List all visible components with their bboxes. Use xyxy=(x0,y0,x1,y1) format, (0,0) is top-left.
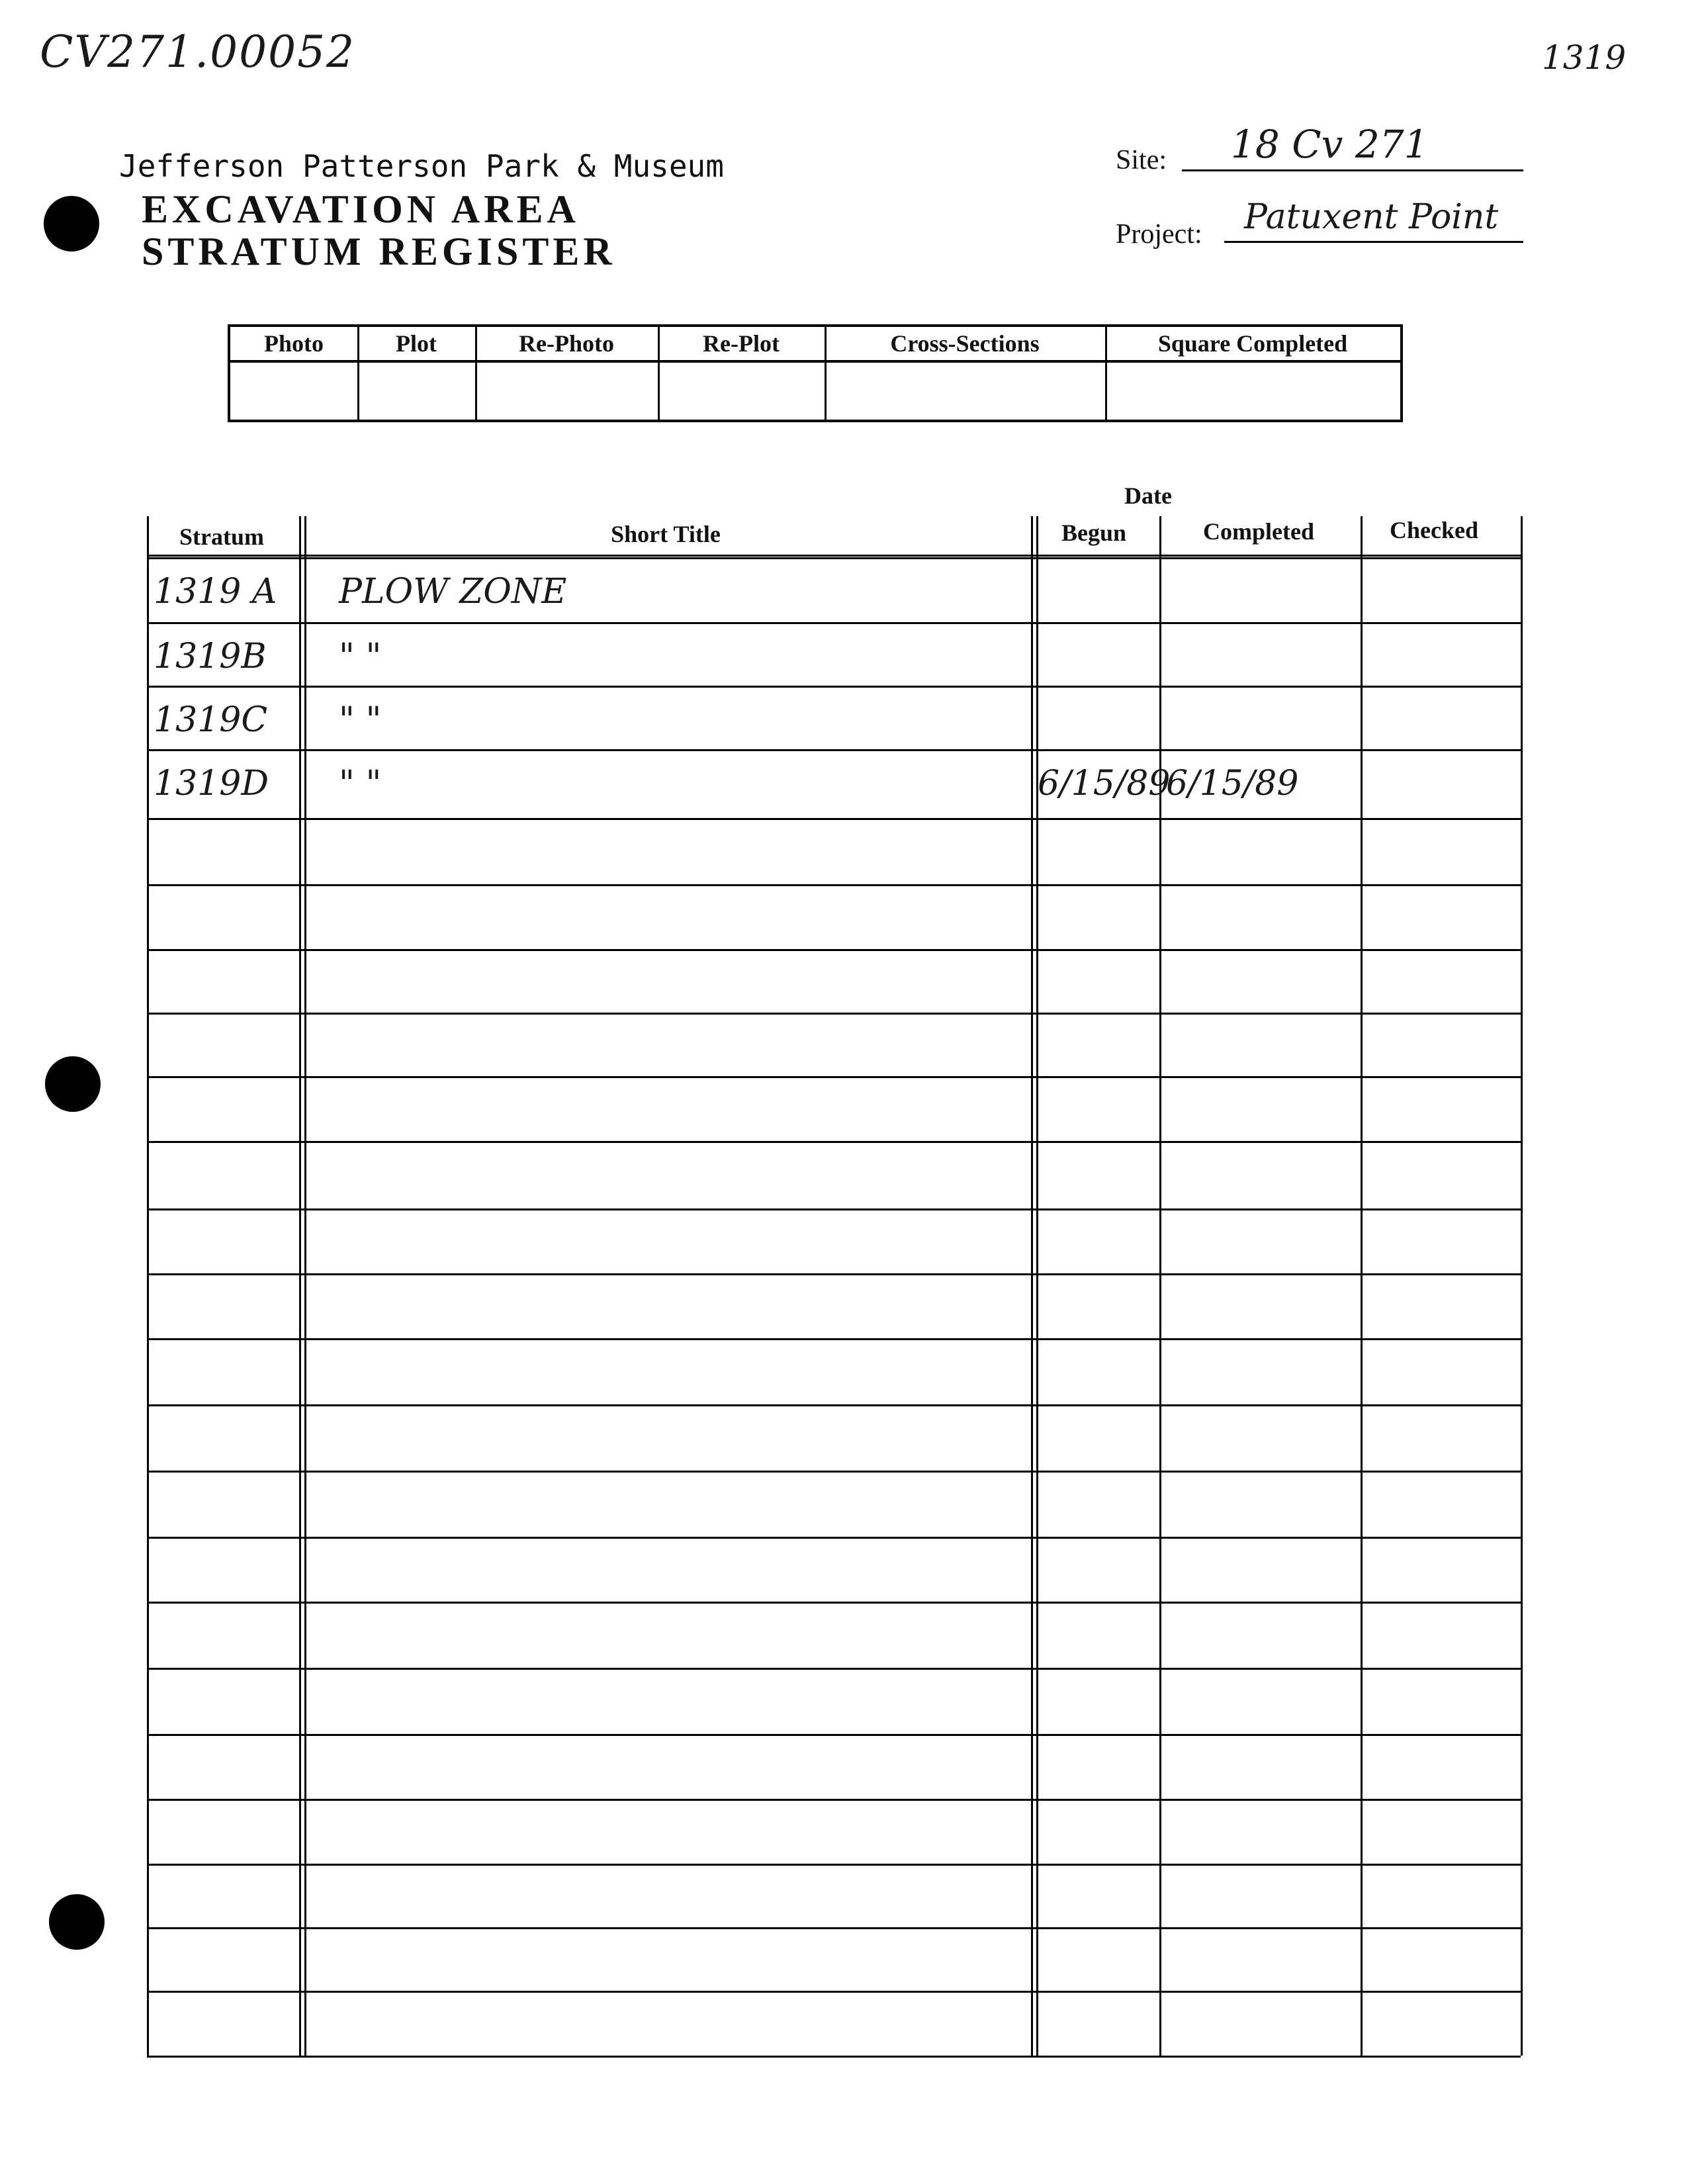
register-row-rule xyxy=(147,1799,1521,1801)
register-row-rule xyxy=(147,1404,1521,1406)
col-header-begun: Begun xyxy=(1061,520,1127,546)
date-completed-cell[interactable]: 6/15/89 xyxy=(1166,764,1299,803)
register-column-divider xyxy=(1361,516,1363,2056)
record-col-re-photo: Re-Photo xyxy=(519,330,614,357)
register-column-divider xyxy=(304,516,306,2056)
project-value[interactable]: Patuxent Point xyxy=(1244,197,1499,237)
site-label: Site: xyxy=(1116,145,1167,175)
col-header-checked: Checked xyxy=(1390,517,1478,543)
register-row-rule xyxy=(147,1076,1521,1078)
record-col-square-completed: Square Completed xyxy=(1157,330,1348,357)
stratum-cell[interactable]: 1319 A xyxy=(154,572,277,612)
page-number: 1319 xyxy=(1542,38,1627,77)
stratum-cell[interactable]: 1319B xyxy=(154,637,267,676)
register-row-rule xyxy=(147,686,1521,688)
register-row-rule xyxy=(147,1208,1521,1210)
register-row-rule xyxy=(147,1602,1521,1604)
register-row-rule xyxy=(147,818,1521,820)
register-row-rule xyxy=(147,884,1521,886)
short-title-cell[interactable]: PLOW ZONE xyxy=(339,572,567,612)
record-col-plot: Plot xyxy=(396,330,437,357)
register-row-rule xyxy=(147,1013,1521,1015)
register-column-divider xyxy=(1521,516,1523,2056)
record-col-re-plot: Re-Plot xyxy=(703,330,780,357)
col-header-short-title: Short Title xyxy=(611,521,721,547)
register-row-rule xyxy=(147,1991,1521,1993)
register-column-divider xyxy=(299,516,301,2056)
project-label: Project: xyxy=(1116,219,1202,250)
record-col-cross-sections: Cross-Sections xyxy=(890,330,1040,357)
register-row-rule xyxy=(147,1927,1521,1929)
record-col-photo: Photo xyxy=(264,330,324,357)
register-row-rule xyxy=(147,1338,1521,1340)
stratum-cell[interactable]: 1319C xyxy=(154,700,268,740)
register-column-divider xyxy=(1036,516,1038,2056)
form-title-line-2: STRATUM REGISTER xyxy=(142,230,616,273)
register-row-rule xyxy=(147,1273,1521,1275)
date-begun-cell[interactable]: 6/15/89 xyxy=(1038,764,1171,803)
register-column-divider xyxy=(147,516,149,2056)
register-header-rule xyxy=(147,555,1521,557)
stratum-cell[interactable]: 1319D xyxy=(154,764,269,803)
register-row-rule xyxy=(147,949,1521,951)
register-row-rule xyxy=(147,2056,1521,2058)
register-row-rule xyxy=(147,1141,1521,1143)
register-row-rule xyxy=(147,1668,1521,1670)
col-header-completed: Completed xyxy=(1203,518,1314,545)
short-title-cell[interactable]: " " xyxy=(339,700,382,740)
register-row-rule xyxy=(147,557,1521,559)
short-title-cell[interactable]: " " xyxy=(339,637,382,676)
register-column-divider xyxy=(1031,516,1033,2056)
institution-name: Jefferson Patterson Park & Museum xyxy=(119,148,724,184)
col-header-stratum: Stratum xyxy=(179,523,264,550)
short-title-cell[interactable]: " " xyxy=(339,764,382,803)
register-row-rule xyxy=(147,749,1521,751)
date-group-header: Date xyxy=(1124,482,1172,509)
register-column-divider xyxy=(1159,516,1161,2056)
document-id: CV271.00052 xyxy=(40,26,356,77)
form-title-line-1: EXCAVATION AREA xyxy=(142,187,580,231)
register-row-rule xyxy=(147,1537,1521,1539)
site-value[interactable]: 18 Cv 271 xyxy=(1231,122,1429,167)
register-row-rule xyxy=(147,622,1521,624)
register-row-rule xyxy=(147,1471,1521,1473)
register-row-rule xyxy=(147,1864,1521,1866)
register-row-rule xyxy=(147,1734,1521,1736)
